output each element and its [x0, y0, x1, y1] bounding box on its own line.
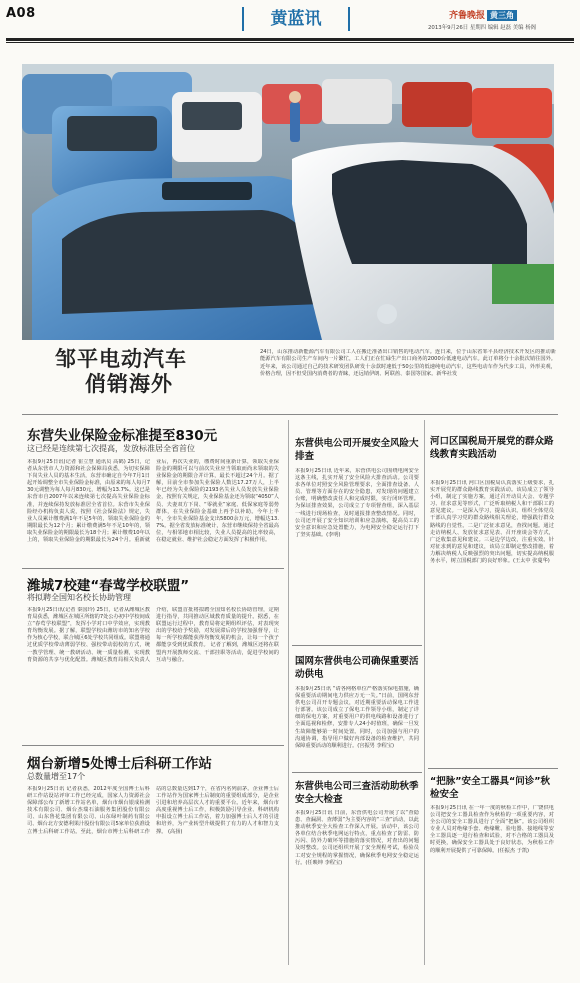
article-divider — [22, 745, 284, 746]
factory-cars-illustration — [22, 64, 554, 340]
article-headline: 潍城7校建“春莺学校联盟” — [27, 578, 190, 594]
article-divider — [428, 768, 558, 769]
issue-meta: 2013年9月26日 星期四 编辑 赵磊 美编 杨阁 — [428, 25, 537, 31]
article-headline: 烟台新增5处博士后科研工作站 — [27, 756, 212, 772]
article-body: 本报9月25日讯 “请各网格单位严格落实保电措施，确保重要活动期间电力供应万无一失。”日前，国网东营供电公司召开专题会议，对近期重要活动保电工作进行部署。该公司成立了保电工作领导小组，制定了详细的保电方案，对重要用户的供电线路和设备进行了全面巡视和检修，安排专人24小时值班，确保一旦发生故障能够第一时间处置。同时，公司加强与用户的沟通协调，指导用户做好内部设备的检查维护，共同保障重要活动的顺利进行。(宫振男 李程宝) — [295, 686, 419, 749]
article-body: 本报9月25日讯 河口区国税局认真落实上级要求，扎实开展党的群众路线教育实践活动。该局成立了领导小组，制定了实施方案，通过召开动员大会、专题学习、征求意见等形式，广泛听取纳税人和干部职工的意见建议。一是深入学习，提高认识。组织全体党员干部认真学习党的群众路线相关理论，增强践行群众路线的自觉性。二是广泛征求意见，查找问题。通过走访纳税人、发放征求意见表、召开座谈会等方式，广泛收集意见和建议。三是边学边改，注重实效。针对征求到的意见和建议，该局立即制定整改措施，着力解决纳税人反映强烈的突出问题，切实提高纳税服务水平，树立国税部门的良好形象。(王太中 张蔓华) — [430, 480, 554, 565]
lead-photo — [22, 64, 554, 340]
article-headline: 东营供电公司开展安全风险大排查 — [295, 438, 419, 462]
section-divider — [22, 414, 558, 415]
lead-headline-line1: 邹平电动汽车 — [55, 347, 187, 371]
article-body: 本报9月25日讯(记者 崔立慧 通讯员 高鹤) 25日，记者从东营市人力资源和社会保障局获悉，为切实保障下岗失业人员的基本生活，东营市确定自今年7月1日起开始调整全市失业保险金标准，由原来的每人每月730元调整为每人每月830元，增幅为13.7%。这已是东营市自2007年以来连续第七次提高失业保险金标准，并连续保持发放标准居全省首位。东营市失业保险经办机构负责人说，按照《社会保险法》规定，失业人员累计缴费满1年不足5年的，领取失业保险金的期限最长为12个月；累计缴费满5年不足10年的，领取失业保险金的期限最长为18个月；累计缴费10年以上的，领取失业保险金的期限最长为24个月。重新就业后，再次失业的，缴费时间重新计算，领取失业保险金的期限可以与前次失业应当领取而尚未领取的失业保险金的期限合并计算，最长不超过24个月。据了解，目前全市参加失业保险人数达17.27万人，上半年已经为失业保险的2193名失业人员发放失业保险金，按照有关规定，失业保险基金还为领取“4050”人员、夫妻双方下岗、“零就业”家庭、低保家庭等弱势群体，在失业保险金基础上再予以补助。今年上半年，全市失业保险基金支出5800余万元，增幅达13.7%。据全省发放标准统计，东营市继续保持全省最高位，与相邻地市相比较，失业人员提高的比率较高，在稳定就业、维护社会稳定方面发挥了积极作用。 — [27, 459, 279, 544]
article-headline: 国网东营供电公司确保重要活动供电 — [295, 656, 419, 680]
article-body: 本报9月25日讯(记者 秦国玲) 25日，记者从潍城区教育局获悉，潍城区在城区所辖的7处公办初中学校间成立“春莺学校联盟”，发挥小学对口中学效应，实现教育均衡发展。据了解，联盟学校由潍坊市的知名学校作为核心学校，联合城区6处学校共同组成。联盟将通过优质学校带动薄弱学校、强校带动弱校的方式，统一教学管理、统一教研活动、统一质量检测，实现教育资源的共享与优化配置。潍城区教育局相关负责人介绍，联盟首批将拟聘全国知名校长协助管理，定期进行指导，共同推动区域教育质量的提升。据悉，在联盟运行过程中，教育局将定期组织评估，对表现突出的学校给予奖励，对发展滞后的学校加强督导，让每一所学校都能获得均衡发展的机会，让每一个孩子都能享受到优质教育。 记者了解到，潍城区还将在联盟内开展教师交流、干部挂职等活动，促进学校间的互动与融合。 — [27, 607, 279, 663]
article-subheadline: 这已经是连续第七次提高，发放标准居全省首位 — [27, 444, 195, 453]
article-subheadline: 将拟聘全国知名校长协助管理 — [27, 593, 131, 602]
article-divider — [22, 568, 284, 569]
column-separator — [424, 420, 425, 965]
header-rule — [6, 38, 574, 41]
lead-caption: 24日，山东推动新能源汽车有限公司工人在搬迁准备出口销售的电动汽车。连日来，位于山东省邹平县经济技术开发区的推动新能源汽车有限公司生产车间内一片繁忙，工人们正在忙碌生产出口商务的2000台低速电动汽车。此订单将分十余批次销往国外。近年来，该公司通过自己的技术研发团队研发十余款时速低于50公里的低速纯电动汽车，这些电动车作为代步工具，外形美观，价格合理，因不但受国内消费者的青睐，还远销伊朗、阿联酋、泰国等国家。新华社发 — [260, 349, 556, 377]
article-body: 本报9月25日讯 日前，东营供电公司开展了以“查隐患、查漏洞、查薄弱”为主要内容的“三查”活动，以此推动秋季安全大检查工作深入开展。活动中，该公司各单位结合秋季电网运行特点，重点检查了防雷、防污闪、防外力破坏等措施的落实情况，对查出的问题及时整改。公司还组织开展了安全规程考试，检验员工对安全规程的掌握情况，确保秋季电网安全稳定运行。(任映坤 李程宝) — [295, 810, 419, 866]
article-headline: 河口区国税局开展党的群众路线教育实践活动 — [430, 436, 554, 460]
page-number: A08 — [6, 6, 36, 21]
article-headline: 东营供电公司三查活动助秋季安全大检查 — [295, 781, 419, 805]
header-rule-thin — [6, 42, 574, 43]
article-body: 本报9月25日讯 近年来，东营供电公司围绕电网安全这条主线，扎实开展了安全风险大排查活动。公司要求各单位对照安全风险管理要求，全面排查设备、人员、管理等方面存在的安全隐患，对发现的问题建立台账，明确整改责任人和完成时限，实行闭环管理。为保证排查效果，公司成立了专项督查组，深入基层一线进行现场检查，及时通报排查整改情况。同时，公司还开展了安全知识培训和应急演练，提高员工的安全意识和应急处置能力，为电网安全稳定运行打下了坚实基础。(李明) — [295, 468, 419, 538]
article-subheadline: 总数量增至17个 — [27, 772, 86, 781]
brand-name: 齐鲁晚报 — [449, 11, 486, 21]
article-divider — [292, 645, 422, 646]
section-title: 黄蓝讯 — [242, 7, 350, 31]
article-headline: 东营失业保险金标准提至830元 — [27, 428, 218, 444]
newspaper-brand — [449, 8, 517, 21]
lead-headline-line2: 俏销海外 — [85, 372, 173, 396]
article-body: 本报9月25日讯 记者获悉，2012年度全国博士后科研工作站设站评审工作已经完成，国家人力资源社会保障部公布了新增工作站名单，烟台市烟台银成检测技术有限公司、烟台杰瑞石油服务集团股份有限公司、山东鲁花集团有限公司、山东绿叶制药有限公司、烟台北方安德利果汁股份有限公司5家单位获准设立博士后科研工作站。至此，烟台市博士后科研工作站的总数量达到17个，在省内名列前茅。企业博士后工作站作为国家博士后制度的重要组成部分，是企业引进和培养高层次人才的重要平台。近年来，烟台市高度重视博士后工作，积极鼓励引导企业、科研机构申报设立博士后工作站，着力加强博士后人才的引进和培养，为产业转型升级提供了有力的人才和智力支撑。 (高扬) — [27, 786, 279, 835]
column-separator — [288, 420, 289, 965]
brand-edition: 黄三角 — [487, 10, 517, 21]
lead-headline — [55, 347, 245, 397]
article-headline: “把脉”安全工器具“问诊”秋检安全 — [430, 776, 550, 800]
article-divider — [292, 772, 422, 773]
article-body: 本报9月25日讯 在一年一度的秋检工作中，广饶供电公司把安全工器具检查作为秋检的一项重要内容，对全公司的安全工器具进行了全面“把脉”。该公司组织专业人员对绝缘手套、绝缘靴、验电器、接地线等安全工器具逐一进行检查和试验，对不合格的工器具及时更换，确保安全工器具处于良好状态，为秋检工作的顺利开展提供了可靠保障。(任振杰 于凯) — [430, 805, 554, 854]
